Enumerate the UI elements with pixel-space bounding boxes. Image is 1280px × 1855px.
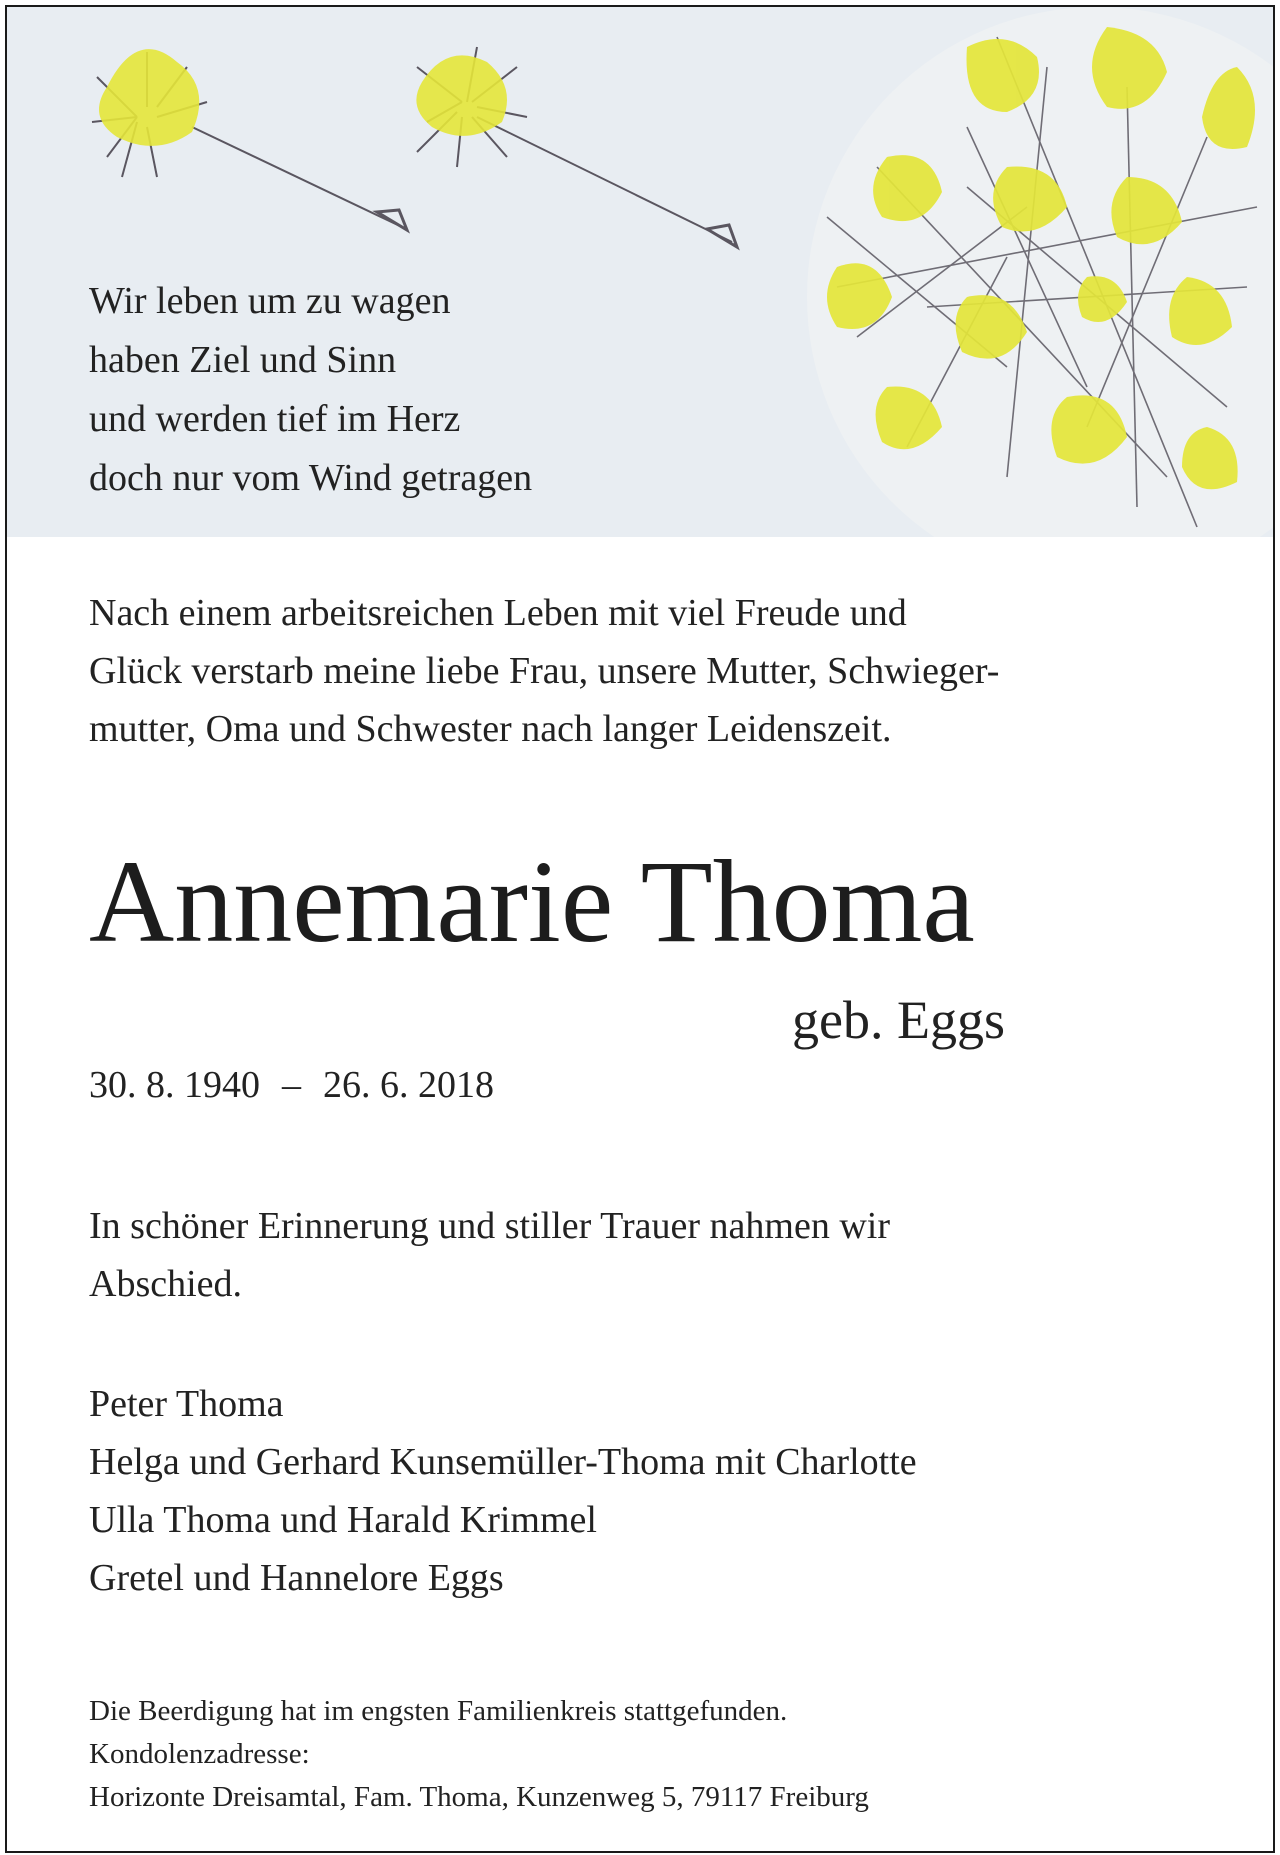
mourners-list [89,1375,917,1607]
birth-date: 30. 8. 1940 [89,1064,260,1106]
verse-line: haben Ziel und Sinn [89,339,397,381]
funeral-info [89,1690,869,1819]
dandelion-ball [807,7,1273,537]
death-date: 26. 6. 2018 [323,1064,494,1106]
life-dates [89,1060,494,1110]
mourner-name: Gretel und Hannelore Eggs [89,1557,504,1599]
mourning-line: In schöner Erinnerung und stiller Trauer nahmen wir [89,1205,890,1247]
verse-line: Wir leben um zu wagen [89,280,451,322]
deceased-name: Annemarie Thoma [89,836,975,967]
mourning-text [89,1197,890,1313]
intro-line: Glück verstarb meine liebe Frau, unsere Mutter, Schwieger- [89,650,1000,692]
verse-line: und werden tief im Herz [89,398,461,440]
mourning-line: Abschied. [89,1263,243,1305]
intro-text [89,584,1259,758]
condolence-label: Kondolenzadresse: [89,1738,310,1770]
intro-line: Nach einem arbeitsreichen Leben mit viel Freude und [89,592,907,634]
mourner-name: Peter Thoma [89,1383,284,1425]
funeral-note: Die Beerdigung hat im engsten Familienkreis stattgefunden. [89,1695,788,1727]
obituary-notice [5,5,1275,1853]
verse-poem [89,272,532,508]
intro-line: mutter, Oma und Schwester nach langer Leidenszeit. [89,708,892,750]
verse-line: doch nur vom Wind getragen [89,457,533,499]
condolence-address: Horizonte Dreisamtal, Fam. Thoma, Kunzenweg 5, 79117 Freiburg [89,1781,869,1813]
header-illustration [7,7,1273,537]
mourner-name: Ulla Thoma und Harald Krimmel [89,1499,597,1541]
date-dash: – [282,1064,301,1106]
mourner-name: Helga und Gerhard Kunsemüller-Thoma mit Charlotte [89,1441,917,1483]
birth-name: geb. Eggs [792,990,1005,1050]
